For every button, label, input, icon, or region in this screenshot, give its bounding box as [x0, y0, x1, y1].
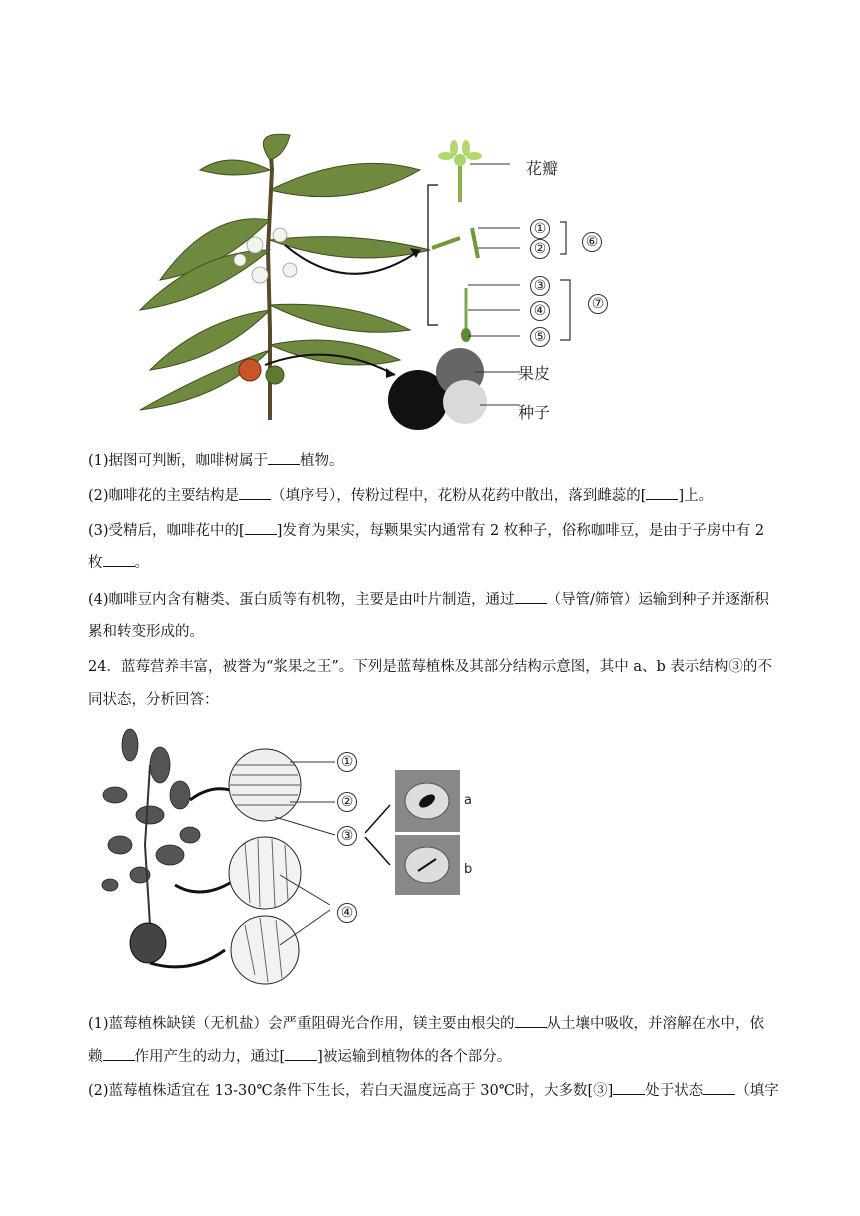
text-segment: 枚	[88, 555, 103, 571]
marker-3: ③	[530, 276, 550, 296]
q24-intro-line1	[88, 657, 788, 677]
answer-blank[interactable]	[646, 485, 678, 500]
coffee-plant-figure	[120, 130, 640, 430]
text-segment: （填字	[735, 1083, 779, 1099]
marker-4: ④	[530, 301, 550, 321]
answer-blank[interactable]	[613, 1080, 645, 1095]
marker-1: ①	[337, 752, 357, 772]
pericarp-label: 果皮	[518, 364, 551, 383]
marker-5: ⑤	[530, 327, 550, 347]
answer-blank[interactable]	[239, 485, 271, 500]
q24-intro-line2	[88, 690, 788, 710]
text-segment: 作用产生的动力，通过[	[134, 1049, 286, 1065]
text-segment: (2)咖啡花的主要结构是	[88, 488, 240, 504]
text-segment: (2)蓝莓植株适宜在 13-30℃条件下生长，若白天温度远高于 30℃时，大多数[③]	[88, 1083, 614, 1099]
q24-part1-line2	[88, 1046, 788, 1067]
q24-part1-line1	[88, 1013, 788, 1034]
text-segment: 累和转变形成的。	[88, 624, 204, 640]
marker-3: ③	[337, 826, 357, 846]
text-segment: ]发育为果实，每颗果实内通常有 2 枚种子，俗称咖啡豆，是由于子房中有 2	[276, 523, 765, 539]
q23-part4-line2	[88, 622, 788, 642]
answer-blank[interactable]	[103, 552, 135, 567]
text-segment: 赖	[88, 1049, 103, 1065]
answer-blank[interactable]	[515, 589, 547, 604]
answer-blank[interactable]	[515, 1013, 547, 1028]
blueberry-plant-figure	[90, 725, 490, 985]
marker-7: ⑦	[588, 294, 608, 314]
answer-blank[interactable]	[268, 450, 300, 465]
text-segment: 从土壤中吸收，并溶解在水中，依	[546, 1016, 765, 1032]
text-segment: (4)咖啡豆内含有糖类、蛋白质等有机物，主要是由叶片制造，通过	[88, 592, 515, 608]
marker-2: ②	[530, 239, 550, 259]
text-segment: 同状态，分析回答：	[88, 692, 219, 708]
q23-part4-line1	[88, 589, 788, 610]
marker-2: ②	[337, 792, 357, 812]
text-segment: （填序号），传粉过程中，花粉从花药中散出，落到雌蕊的[	[271, 488, 647, 504]
answer-blank[interactable]	[103, 1046, 135, 1061]
text-segment: 植物。	[300, 453, 344, 469]
answer-blank[interactable]	[703, 1080, 735, 1095]
text-segment: (3)受精后，咖啡花中的[	[88, 523, 245, 539]
text-segment: ]被运输到植物体的各个部分。	[317, 1049, 512, 1065]
answer-blank[interactable]	[245, 520, 277, 535]
q24-part2	[88, 1080, 788, 1101]
text-segment: 处于状态	[645, 1083, 704, 1099]
state-b-label: b	[464, 862, 473, 877]
text-segment: (1)据图可判断，咖啡树属于	[88, 453, 269, 469]
marker-6: ⑥	[582, 232, 602, 252]
text-segment: ]上。	[678, 488, 714, 504]
text-segment: （导管/筛管）运输到种子并逐渐积	[546, 592, 769, 608]
petal-label: 花瓣	[526, 159, 559, 178]
text-segment: 24．蓝莓营养丰富，被誉为“浆果之王”。下列是蓝莓植株及其部分结构示意图，其中 a、b 表示结构③的不	[88, 659, 772, 675]
marker-1: ①	[530, 219, 550, 239]
q23-part2	[88, 485, 788, 506]
q23-part3-line1	[88, 520, 788, 541]
marker-4: ④	[337, 903, 357, 923]
q23-part1	[88, 450, 788, 471]
text-segment: 。	[134, 555, 149, 571]
q23-part3-line2	[88, 552, 788, 573]
text-segment: (1)蓝莓植株缺镁（无机盐）会严重阻碍光合作用，镁主要由根尖的	[88, 1016, 515, 1032]
answer-blank[interactable]	[285, 1046, 317, 1061]
seed-label: 种子	[518, 403, 551, 422]
state-a-label: a	[464, 793, 472, 808]
